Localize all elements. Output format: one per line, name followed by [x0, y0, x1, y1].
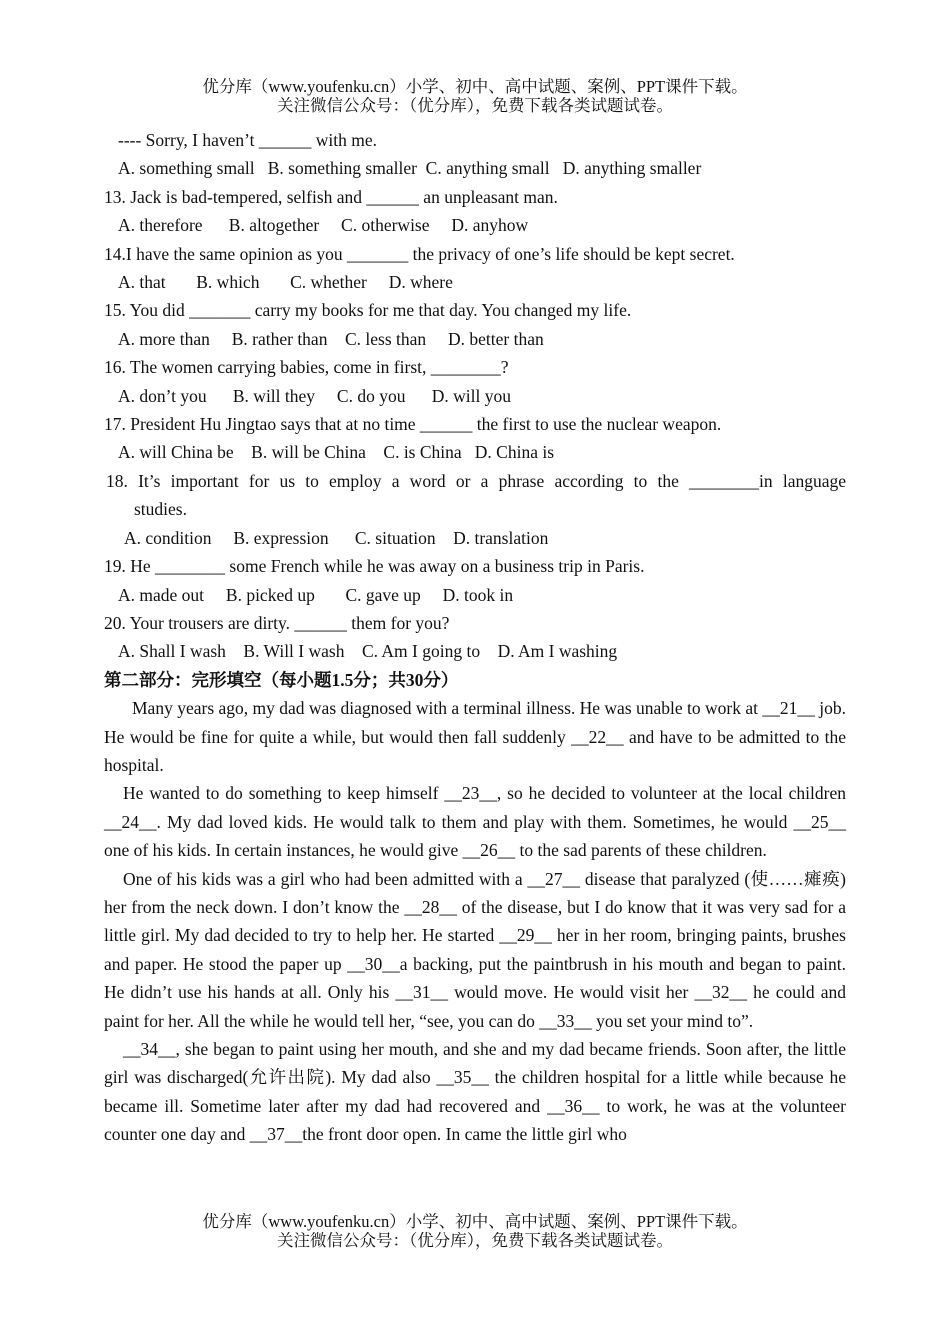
q19-options: A. made out B. picked up C. gave up D. took in [118, 584, 514, 605]
header-line-1: 优分库（www.youfenku.cn）小学、初中、高中试题、案例、PPT课件下载。 [202, 77, 748, 96]
footer-line-2: 关注微信公众号：（优分库），免费下载各类试题试卷。 [277, 1231, 673, 1250]
page-header [0, 77, 950, 115]
passage-paragraph-3: One of his kids was a girl who had been admitted with a __27__ disease that paralyzed (使……瘫痪) her from the neck down. I don’t know the __28__ of the disease, but I do know that it was very sad for a little girl. My dad decided to try to help her. He started __29__ her in her room, bringing paints, brushes and paper. He stood the paper up __30__a backing, put the paintbrush in his mouth and began to paint. He didn’t use his hands at all. Only his __31__ would move. He would visit her __32__ he could and paint for her. All the while he would tell her, “see, you can do __33__ you set your mind to”. [104, 868, 846, 1031]
q12-options: A. something small B. something smaller C. anything small D. anything smaller [118, 158, 702, 179]
passage-paragraph-2: He wanted to do something to keep himself __23__, so he decided to volunteer at the local children __24__. My dad loved kids. He would talk to them and play with them. Sometimes, he would __25__ one of his kids. In certain instances, he would give __26__ to the sad parents of these children. [104, 783, 846, 861]
q18-options: A. condition B. expression C. situation D. translation [124, 527, 549, 548]
footer-line-1: 优分库（www.youfenku.cn）小学、初中、高中试题、案例、PPT课件下载。 [202, 1212, 748, 1231]
q20-stem: 20. Your trousers are dirty. ______ them for you? [104, 612, 450, 633]
q12-tail: ---- Sorry, I haven’t ______ with me. [118, 130, 378, 150]
q20-options: A. Shall I wash B. Will I wash C. Am I going to D. Am I washing [118, 641, 618, 662]
q15-options: A. more than B. rather than C. less than D. better than [118, 328, 544, 349]
passage-paragraph-4: __34__, she began to paint using her mouth, and she and my dad became friends. Soon after, the little girl was discharged(允许出院). My dad also __35__ the children hospital for a little while because he became ill. Sometime later after my dad had recovered and __36__ to work, he was at the volunteer counter one day and __37__the front door open. In came the little girl who [104, 1039, 846, 1145]
q14-options: A. that B. which C. whether D. where [118, 272, 453, 293]
passage-paragraph-1: Many years ago, my dad was diagnosed with a terminal illness. He was unable to work at __21__ job. He would be fine for quite a while, but would then fall suddenly __22__ and have to be admitted to the hospital. [104, 698, 846, 775]
q19-stem: 19. He ________ some French while he was away on a business trip in Paris. [104, 556, 645, 577]
page-footer [0, 1212, 950, 1250]
q13-options: A. therefore B. altogether C. otherwise D. anyhow [118, 215, 529, 236]
q14-stem: 14.I have the same opinion as you _______ the privacy of one’s life should be kept secret. [104, 243, 735, 264]
q16-stem: 16. The women carrying babies, come in first, ________? [104, 357, 509, 378]
q18-stem-line-1: 18. It’s important for us to employ a word or a phrase according to the ________in language [106, 470, 846, 491]
q15-stem: 15. You did _______ carry my books for me that day. You changed my life. [104, 300, 632, 321]
document-body [104, 126, 846, 1149]
section-2-title: 第二部分：完形填空（每小题1.5分；共30分） [104, 669, 459, 690]
q13-stem: 13. Jack is bad-tempered, selfish and ______ an unpleasant man. [104, 186, 558, 207]
q17-options: A. will China be B. will be China C. is China D. China is [118, 442, 555, 463]
q17-stem: 17. President Hu Jingtao says that at no time ______ the first to use the nuclear weapon. [104, 414, 722, 435]
q16-options: A. don’t you B. will they C. do you D. will you [118, 385, 511, 406]
header-line-2: 关注微信公众号：（优分库），免费下载各类试题试卷。 [277, 96, 673, 115]
cloze-passage [104, 694, 846, 1149]
q18-stem-line-2: studies. [134, 499, 187, 520]
